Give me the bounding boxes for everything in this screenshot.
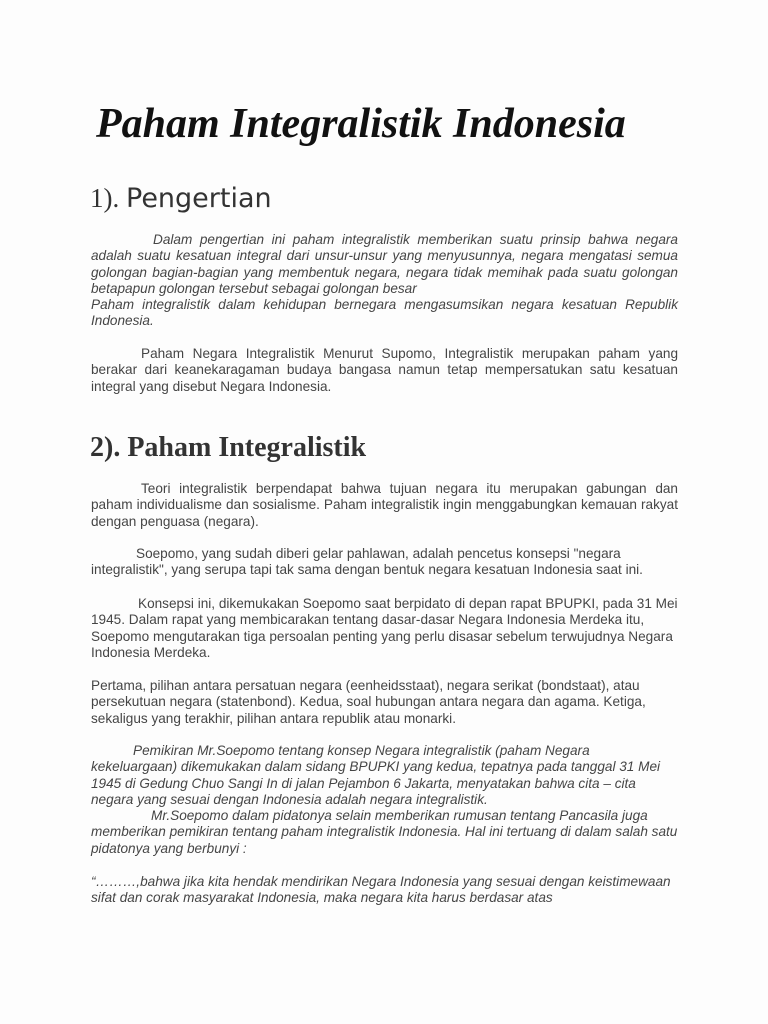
paragraph-pengertian-2: Paham integralistik dalam kehidupan bernegara mengasumsikan negara kesatuan Republik Indonesia. — [91, 297, 678, 329]
section-heading-paham-integralistik: 2). Paham Integralistik — [90, 432, 367, 463]
section-title: Pengertian — [126, 183, 272, 214]
section-number: 1). — [90, 183, 120, 213]
paragraph-paham-5: Pemikiran Mr.Soepomo tentang konsep Negara integralistik (paham Negara kekeluargaan) dikemukakan dalam sidang BPUPKI yang kedua, tepatnya pada tanggal 31 Mei 1945 di Gedung Chuo Sangi In di jalan Pejambon 6 Jakarta, menyatakan bahwa cita – cita negara yang sesuai dengan Indonesia adalah negara integralistik. — [91, 743, 661, 808]
paragraph-paham-quote: “………,bahwa jika kita hendak mendirikan Negara Indonesia yang sesuai dengan keistimewaan sifat dan corak masyarakat Indonesia, maka negara kita harus berdasar atas — [91, 874, 671, 906]
document-title: Paham Integralistik Indonesia — [96, 101, 626, 147]
paragraph-pengertian-3: Paham Negara Integralistik Menurut Supomo, Integralistik merupakan paham yang berakar dari keanekaragaman budaya bangasa namun tetap mempersatukan satu kesatuan integral yang disebut Negara Indonesia. — [91, 346, 678, 394]
paragraph-paham-6: Mr.Soepomo dalam pidatonya selain memberikan rumusan tentang Pancasila juga memberikan pemikiran tentang paham integralistik Indonesia. Hal ini tertuang di dalam salah satu pidatonya yang berbunyi : — [91, 808, 678, 856]
paragraph-paham-2: Soepomo, yang sudah diberi gelar pahlawan, adalah pencetus konsepsi "negara integralistik", yang serupa tapi tak sama dengan bentuk negara kesatuan Indonesia saat ini. — [91, 546, 643, 578]
paragraph-paham-4: Pertama, pilihan antara persatuan negara (eenheidsstaat), negara serikat (bondstaat), atau persekutuan negara (statenbond). Kedua, soal hubungan antara negara dan agama. Ketiga, sekaligus yang terakhir, pilihan antara republik atau monarki. — [91, 678, 646, 726]
paragraph-pengertian-1: Dalam pengertian ini paham integralistik memberikan suatu prinsip bahwa negara adalah suatu kesatuan integral dari unsur-unsur yang menyusunnya, negara mengatasi semua golongan bagian-bagian yang membentuk negara, negara tidak memihak pada suatu golongan betapapun golongan tersebut sebagai golongan besar — [91, 232, 678, 297]
paragraph-paham-1: Teori integralistik berpendapat bahwa tujuan negara itu merupakan gabungan dan paham individualisme dan sosialisme. Paham integralistik ingin menggabungkan kemauan rakyat dengan penguasa (negara). — [91, 481, 678, 529]
paragraph-paham-3: Konsepsi ini, dikemukakan Soepomo saat berpidato di depan rapat BPUPKI, pada 31 Mei 1945. Dalam rapat yang membicarakan tentang dasar-dasar Negara Indonesia Merdeka itu, Soepomo mengutarakan tiga persoalan penting yang perlu disasar sebelum terwujudnya Negara Indonesia Merdeka. — [91, 596, 678, 661]
section-heading-pengertian — [90, 180, 272, 217]
